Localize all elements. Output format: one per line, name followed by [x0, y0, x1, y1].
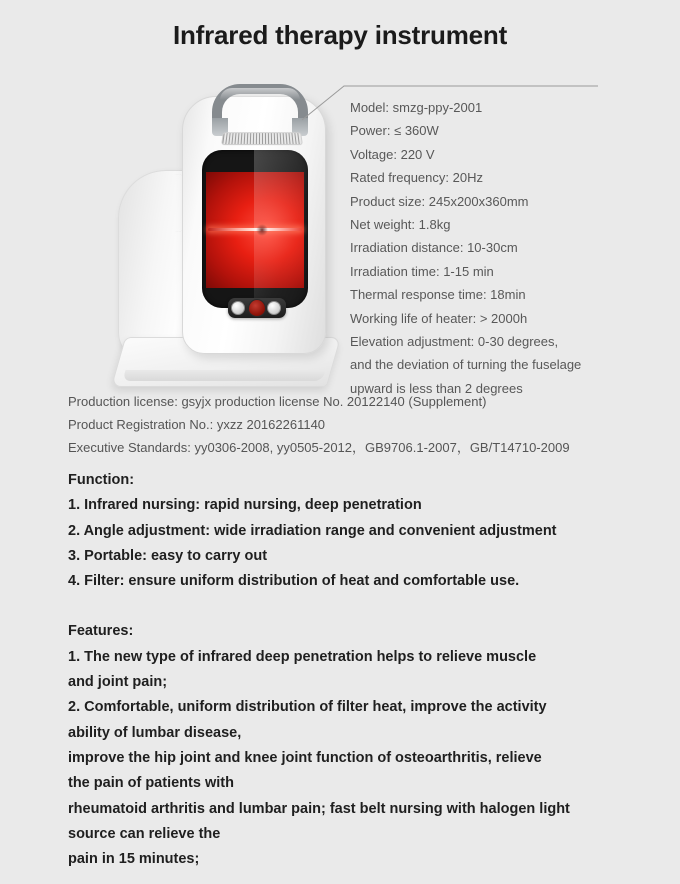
features-line-4: ability of lumbar disease,	[68, 724, 242, 741]
production-license: Production license: gsyjx production license No. 20122140 (Supplement)	[68, 394, 487, 409]
spec-elevation-note-line2: and the deviation of turning the fuselage	[350, 357, 582, 373]
license-block	[68, 390, 668, 459]
features-heading: Features:	[68, 623, 134, 640]
function-item-3: 3. Portable: easy to carry out	[68, 547, 268, 564]
product-base-lip	[122, 370, 325, 381]
control-knob-right	[267, 301, 281, 315]
function-item-2: 2. Angle adjustment: wide irradiation range and convenient adjustment	[68, 522, 557, 539]
spec-thermal-response-time: Thermal response time: 18min	[350, 287, 526, 303]
power-button-red	[248, 299, 266, 317]
page-title: Infrared therapy instrument	[172, 20, 508, 50]
glass-reflection	[254, 150, 308, 308]
features-line-8: source can relieve the	[68, 825, 221, 842]
spec-elevation-note-line3: upward is less than 2 degrees	[350, 380, 523, 396]
features-line-6: the pain of patients with	[68, 775, 234, 792]
section-spacer	[68, 594, 668, 619]
features-line-2: and joint pain;	[68, 674, 168, 691]
spec-working-life: Working life of heater: > 2000h	[350, 310, 528, 326]
product-vent-slots	[221, 132, 303, 145]
features-line-1: 1. The new type of infrared deep penetration helps to relieve muscle	[68, 648, 537, 665]
spec-power: Power: ≤ 360W	[350, 123, 439, 139]
spec-net-weight: Net weight: 1.8kg	[350, 217, 451, 233]
function-item-4: 4. Filter: ensure uniform distribution of heat and comfortable use.	[68, 573, 520, 590]
features-line-9: pain in 15 minutes;	[68, 851, 200, 868]
product-image	[110, 82, 340, 387]
features-line-5: improve the hip joint and knee joint function of osteoarthritis, relieve	[68, 749, 542, 766]
spec-elevation-adjustment: Elevation adjustment: 0-30 degrees,	[350, 334, 559, 350]
product-handle-highlight	[220, 88, 300, 100]
product-registration-no: Product Registration No.: yxzz 20162261140	[68, 417, 326, 432]
function-item-1: 1. Infrared nursing: rapid nursing, deep penetration	[68, 497, 422, 514]
specification-list	[350, 96, 650, 400]
spec-model: Model: smzg-ppy-2001	[350, 100, 483, 115]
spec-product-size: Product size: 245x200x360mm	[350, 193, 529, 209]
features-line-3: 2. Comfortable, uniform distribution of filter heat, improve the activity	[68, 699, 547, 716]
function-heading: Function:	[68, 472, 135, 488]
control-knob-left	[231, 301, 245, 315]
spec-rated-frequency: Rated frequency: 20Hz	[350, 170, 483, 186]
features-line-7: rheumatoid arthritis and lumbar pain; fast belt nursing with halogen light	[68, 800, 570, 817]
executive-standards: Executive Standards: yy0306-2008, yy0505-2012，GB9706.1-2007，GB/T14710-2009	[68, 440, 570, 455]
product-control-panel	[228, 298, 286, 318]
product-emitter-panel	[202, 150, 308, 308]
spec-irradiation-distance: Irradiation distance: 10-30cm	[350, 240, 518, 256]
body-copy	[68, 468, 668, 872]
spec-voltage: Voltage: 220 V	[350, 146, 435, 162]
spec-irradiation-time: Irradiation time: 1-15 min	[350, 263, 494, 279]
